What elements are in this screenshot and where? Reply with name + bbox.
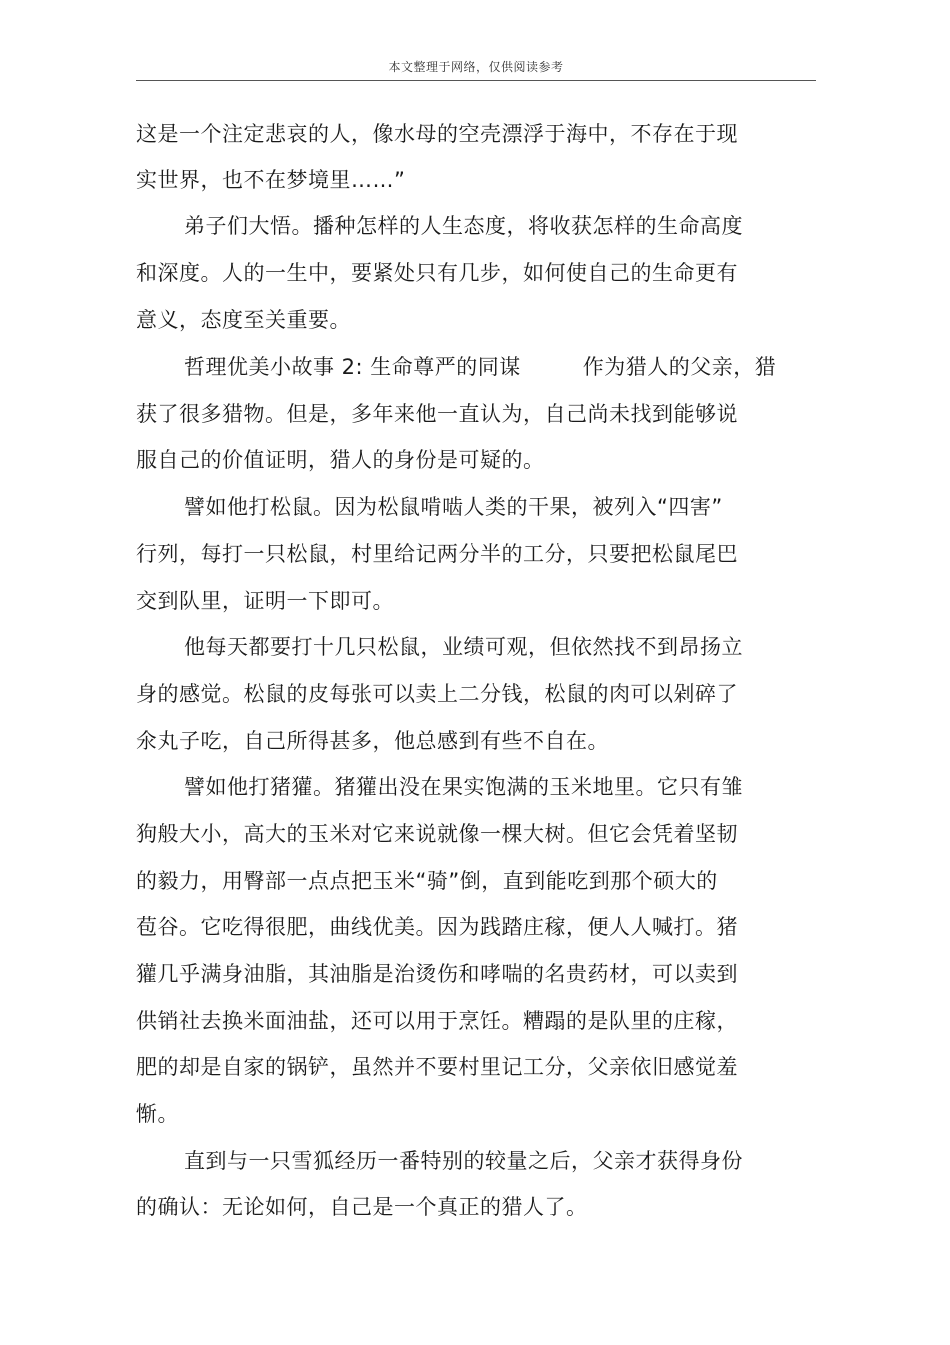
paragraph-1-line-1: 这是一个注定悲哀的人，像水母的空壳漂浮于海中，不存在于现: [136, 122, 738, 146]
paragraph-7-line-2: 的确认：无论如何，自己是一个真正的猎人了。: [136, 1195, 588, 1219]
paragraph-6-line-6: 供销社去换米面油盐，还可以用于烹饪。糟蹋的是队里的庄稼，: [136, 1009, 738, 1033]
paragraph-6-line-2: 狗般大小，高大的玉米对它来说就像一棵大树。但它会凭着坚韧: [136, 822, 738, 846]
paragraph-4-line-1: 譬如他打松鼠。因为松鼠啃啮人类的干果，被列入“四害”: [184, 495, 723, 519]
story-title: 哲理优美小故事 2: 生命尊严的同谋: [184, 355, 521, 379]
paragraph-5-line-1: 他每天都要打十几只松鼠，业绩可观，但依然找不到昂扬立: [184, 635, 743, 659]
paragraph-6-line-5: 獾几乎满身油脂，其油脂是治烫伤和哮喘的名贵药材，可以卖到: [136, 962, 738, 986]
story-title-line: [184, 353, 776, 381]
page-header: 本文整理于网络，仅供阅读参考: [388, 60, 564, 74]
paragraph-2-line-3: 意义，态度至关重要。: [136, 308, 351, 332]
paragraph-4-line-3: 交到队里，证明一下即可。: [136, 589, 394, 613]
paragraph-7-line-1: 直到与一只雪狐经历一番特别的较量之后，父亲才获得身份: [184, 1149, 743, 1173]
paragraph-1-line-2: 实世界，也不在梦境里……”: [136, 168, 406, 192]
paragraph-5-line-2: 身的感觉。松鼠的皮每张可以卖上二分钱，松鼠的肉可以剁碎了: [136, 682, 738, 706]
header-divider: [136, 80, 816, 81]
story-title-rest: 作为猎人的父亲，猎: [582, 355, 777, 379]
paragraph-2-line-2: 和深度。人的一生中，要紧处只有几步，如何使自己的生命更有: [136, 261, 738, 285]
paragraph-6-line-4: 苞谷。它吃得很肥，曲线优美。因为践踏庄稼，便人人喊打。猪: [136, 915, 738, 939]
paragraph-4-line-2: 行列，每打一只松鼠，村里给记两分半的工分，只要把松鼠尾巴: [136, 542, 738, 566]
paragraph-3-line-2: 服自己的价值证明，猎人的身份是可疑的。: [136, 448, 545, 472]
paragraph-2-line-1: 弟子们大悟。播种怎样的人生态度，将收获怎样的生命高度: [184, 214, 743, 238]
paragraph-6-line-8: 惭。: [136, 1102, 179, 1126]
paragraph-6-line-1: 譬如他打猪獾。猪獾出没在果实饱满的玉米地里。它只有雏: [184, 775, 743, 799]
paragraph-5-line-3: 氽丸子吃，自己所得甚多，他总感到有些不自在。: [136, 729, 609, 753]
paragraph-3-line-1: 获了很多猎物。但是，多年来他一直认为，自己尚未找到能够说: [136, 402, 738, 426]
paragraph-6-line-7: 肥的却是自家的锅铲，虽然并不要村里记工分，父亲依旧感觉羞: [136, 1055, 738, 1079]
paragraph-6-line-3: 的毅力，用臀部一点点把玉米“骑”倒，直到能吃到那个硕大的: [136, 869, 718, 893]
